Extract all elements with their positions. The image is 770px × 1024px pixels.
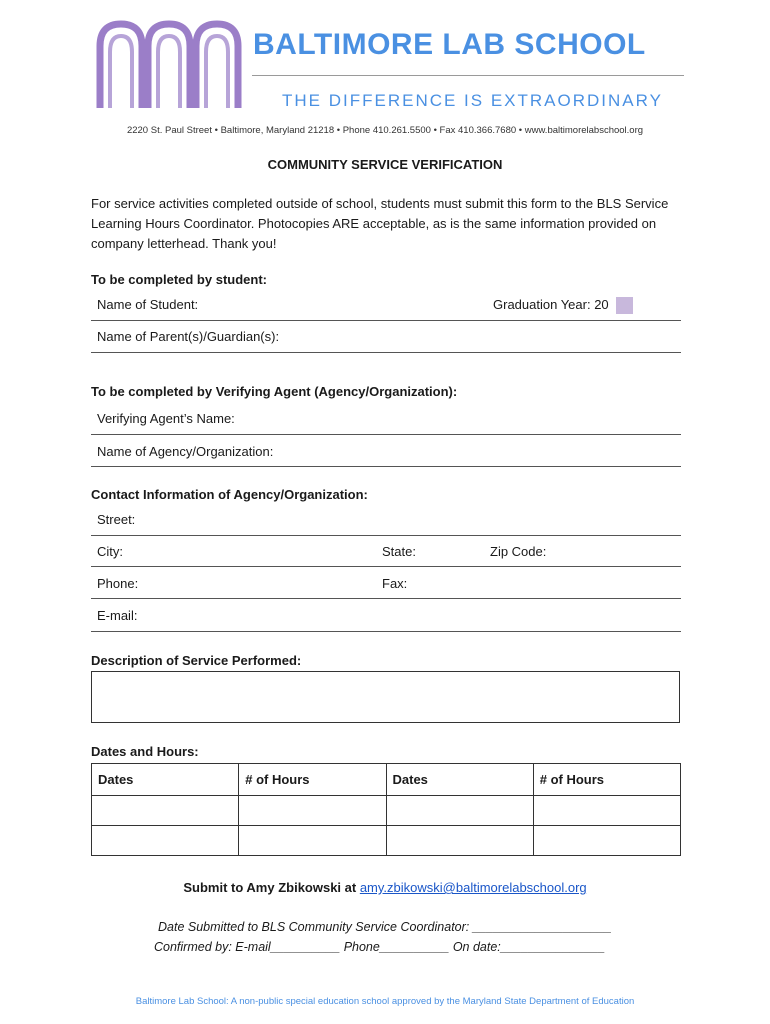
logo-divider [252,75,684,76]
student-name-label: Name of Student: [97,297,199,312]
table-row [92,796,681,826]
school-name: BALTIMORE LAB SCHOOL [253,28,646,61]
agency-name-line[interactable] [91,466,681,467]
column-header: Dates [92,764,239,796]
street-label: Street: [97,512,136,527]
graduation-year-input[interactable] [616,297,633,314]
student-section-heading: To be completed by student: [91,272,267,287]
agent-section-heading: To be completed by Verifying Agent (Agency/Organization): [91,384,458,399]
fax-label: Fax: [382,576,408,591]
phone-line[interactable] [91,598,681,599]
school-logo-arches-icon [94,18,246,110]
graduation-year-label: Graduation Year: 20 [493,297,609,312]
table-row [92,826,681,856]
table-cell[interactable] [533,826,680,856]
table-cell[interactable] [533,796,680,826]
table-cell[interactable] [239,796,386,826]
form-instructions: For service activities completed outside of school, students must submit this form to the BLS Service Learning Hours Coordinator. Photocopies ARE acceptable, as is the same information provided on company letterhead. Thank you! [91,196,669,251]
hours-table [91,763,681,856]
description-field[interactable] [91,671,680,723]
table-cell[interactable] [92,796,239,826]
table-cell[interactable] [386,796,533,826]
agent-name-label: Verifying Agent’s Name: [97,411,235,426]
agent-name-line[interactable] [91,434,681,435]
table-cell[interactable] [92,826,239,856]
street-line[interactable] [91,535,681,536]
column-header: # of Hours [239,764,386,796]
state-label: State: [382,544,416,559]
email-label: E-mail: [97,608,138,623]
phone-label: Phone: [97,576,139,591]
coordinator-email-link[interactable]: amy.zbikowski@baltimorelabschool.org [359,880,587,895]
page-footer: Baltimore Lab School: A non-public special education school approved by the Maryland State Department of Education [135,996,635,1007]
submit-prefix: Submit to Amy Zbikowski at [183,880,360,895]
email-line[interactable] [91,631,681,632]
school-address: 2220 St. Paul Street • Baltimore, Maryland 21218 • Phone 410.261.5500 • Fax 410.366.7680 • www.baltimorelabschool.org [126,125,644,136]
table-cell[interactable] [386,826,533,856]
city-label: City: [97,544,123,559]
table-header-row [92,764,681,796]
form-title: COMMUNITY SERVICE VERIFICATION [267,157,503,172]
column-header: # of Hours [533,764,680,796]
column-header: Dates [386,764,533,796]
agency-name-label: Name of Agency/Organization: [97,444,274,459]
submit-instructions [0,880,770,895]
parent-name-label: Name of Parent(s)/Guardian(s): [97,329,280,344]
student-name-line[interactable] [91,320,681,321]
contact-section-heading: Contact Information of Agency/Organization: [91,487,368,502]
table-cell[interactable] [239,826,386,856]
school-tagline: THE DIFFERENCE IS EXTRAORDINARY [282,91,663,110]
confirmed-by-line: Confirmed by: E-mail__________ Phone__________ On date:_______________ [154,940,606,954]
parent-name-line[interactable] [91,352,681,353]
zip-label: Zip Code: [490,544,547,559]
date-submitted-line: Date Submitted to BLS Community Service Coordinator: ____________________ [158,920,612,934]
city-line[interactable] [91,566,681,567]
hours-heading: Dates and Hours: [91,744,199,759]
description-heading: Description of Service Performed: [91,653,302,668]
